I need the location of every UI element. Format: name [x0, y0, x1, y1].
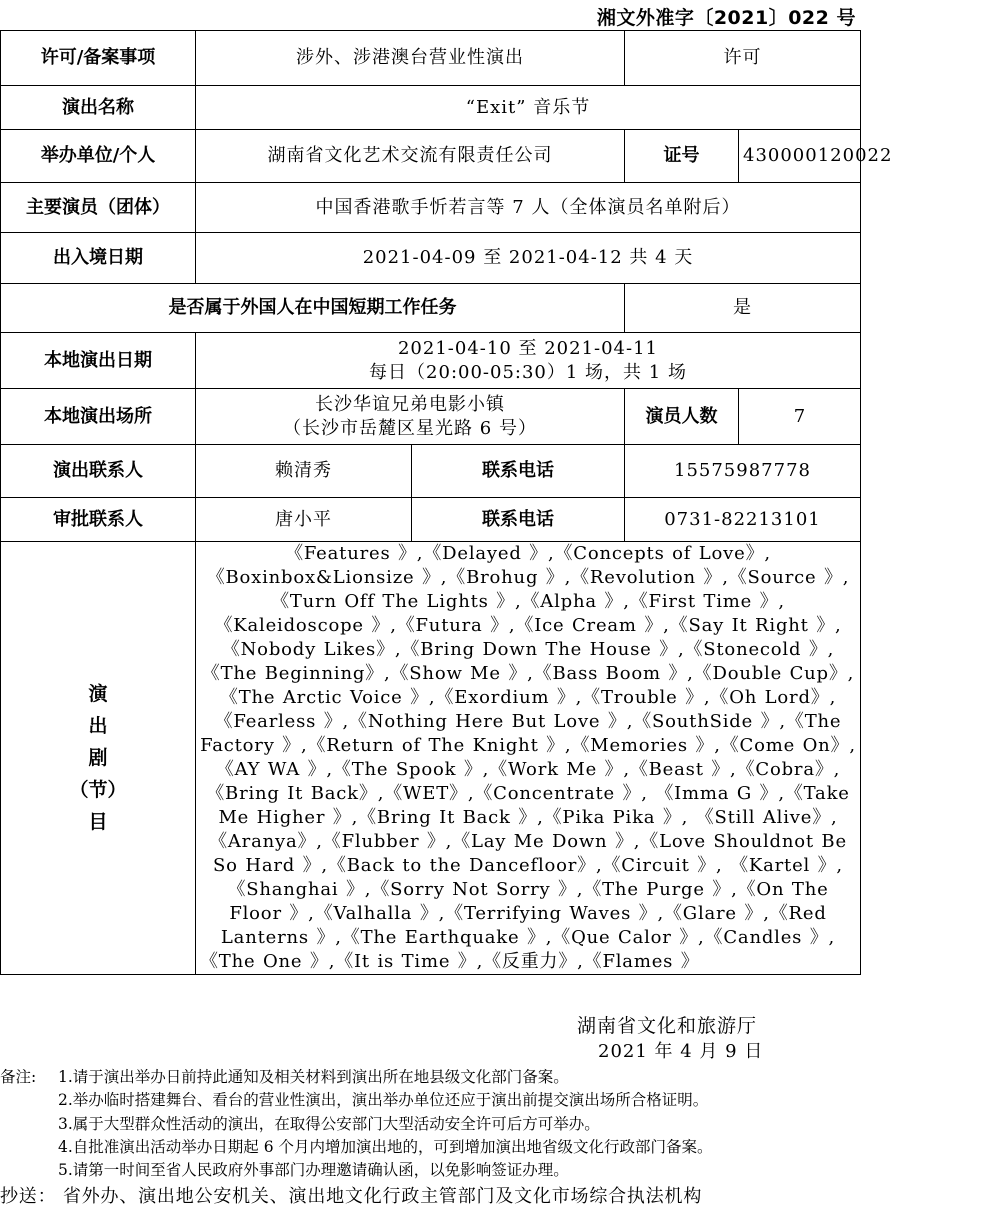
- performers-label: 主要演员（团体）: [1, 183, 196, 233]
- venue-label: 本地演出场所: [1, 389, 196, 445]
- cert-label: 证号: [625, 130, 739, 183]
- performer-count-value: 7: [739, 389, 861, 445]
- short-term-value: 是: [625, 284, 861, 333]
- note-item: 4.自批准演出活动举办日期起 6 个月内增加演出地的，可到增加演出地省级文化行政部门备案。: [58, 1137, 713, 1156]
- local-dates-line2: 每日（20:00-05:30）1 场，共 1 场: [369, 361, 687, 383]
- entry-exit-value: 2021-04-09 至 2021-04-12 共 4 天: [196, 233, 861, 284]
- show-contact-name: 赖清秀: [196, 445, 412, 498]
- cc-line: 抄送： 省外办、演出地公安机关、演出地文化行政主管部门及文化市场综合执法机构: [0, 1186, 703, 1207]
- local-dates-label: 本地演出日期: [1, 333, 196, 389]
- show-name-label: 演出名称: [1, 86, 196, 130]
- note-item: 1.请于演出举办日前持此通知及相关材料到演出所在地县级文化部门备案。: [58, 1068, 569, 1086]
- notes-section: [0, 1066, 713, 1182]
- program-list: 《Features 》,《Delayed 》,《Concepts of Love》, 《Boxinbox&Lionsize 》,《Brohug 》,《Revolution 》,《Source 》, 《Turn Off The Lights 》,《Alpha 》,《First Time 》, 《Kaleidoscope 》,《Futura 》,《Ice Cream 》,《Say It Right 》, 《Nobody Likes》,《Bring Down The House 》,《Stonecold 》,《The Beginning》,《Show Me 》,《Bass Boom 》,《Double Cup》,《The Arctic Voice 》,《Exordium 》,《Trouble 》,《Oh Lord》,《Fearless 》,《Nothing Here But Love 》,《SouthSide 》,《The Factory 》,《Return of The Knight 》,《Memories 》,《Come On》,《AY WA 》,《The Spook 》,《Work Me 》,《Beast 》,《Cobra》,《Bring It Back》,《WET》,《Concentrate 》, 《Imma G 》,《Take Me Higher 》,《Bring It Back 》,《Pika Pika 》, 《Still Alive》,《Aranya》,《Flubber 》,《Lay Me Down 》,《Love Shouldnot Be So Hard 》,《Back to the Dancefloor》,《Circuit 》, 《Kartel 》,《Shanghai 》,《Sorry Not Sorry 》,《The Purge 》,《On The Floor 》,《Valhalla 》,《Terrifying Waves 》,《Glare 》,《Red Lanterns 》,《The Earthquake 》,《Que Calor 》,《Candles 》,《The One 》,《It is Time 》,《反重力》,《Flames 》: [196, 542, 861, 975]
- note-item: 2.举办临时搭建舞台、看台的营业性演出，演出举办单位还应于演出前提交演出场所合格证明。: [58, 1091, 709, 1110]
- local-dates-line1: 2021-04-10 至 2021-04-11: [397, 337, 658, 359]
- note-item: 3.属于大型群众性活动的演出，在取得公安部门大型活动安全许可后方可举办。: [58, 1114, 600, 1133]
- approval-contact-label: 审批联系人: [1, 498, 196, 542]
- show-phone-value: 15575987778: [625, 445, 861, 498]
- issuer-name: 湖南省文化和旅游厅: [577, 1015, 758, 1037]
- local-dates-value: [196, 333, 861, 389]
- cert-value: 430000120022: [739, 130, 861, 183]
- program-label-char: 剧: [88, 747, 108, 769]
- organizer-label: 举办单位/个人: [1, 130, 196, 183]
- performer-count-label: 演员人数: [625, 389, 739, 445]
- venue-line2: （长沙市岳麓区星光路 6 号）: [283, 417, 537, 439]
- issue-date: 2021 年 4 月 9 日: [598, 1041, 764, 1062]
- show-contact-label: 演出联系人: [1, 445, 196, 498]
- document-number: 湘文外准字〔2021〕022 号: [596, 7, 856, 29]
- performers-value: 中国香港歌手忻若言等 7 人（全体演员名单附后）: [196, 183, 861, 233]
- approval-phone-label: 联系电话: [412, 498, 625, 542]
- program-label: [1, 542, 196, 975]
- venue-value: [196, 389, 625, 445]
- approval-contact-name: 唐小平: [196, 498, 412, 542]
- program-label-char: 目: [88, 811, 108, 833]
- license-item-value: 涉外、涉港澳台营业性演出: [196, 31, 625, 86]
- permit-table: [0, 30, 893, 975]
- note-item: 5.请第一时间至省人民政府外事部门办理邀请确认函，以免影响签证办理。: [58, 1161, 569, 1180]
- program-label-char: 出: [88, 715, 108, 737]
- show-name-value: “Exit” 音乐节: [196, 86, 861, 130]
- license-item-label: 许可/备案事项: [1, 31, 196, 86]
- entry-exit-label: 出入境日期: [1, 233, 196, 284]
- organizer-value: 湖南省文化艺术交流有限责任公司: [196, 130, 625, 183]
- program-label-char: （节）: [69, 779, 127, 801]
- venue-line1: 长沙华谊兄弟电影小镇: [315, 393, 505, 415]
- program-label-char: 演: [88, 683, 108, 705]
- short-term-label: 是否属于外国人在中国短期工作任务: [1, 284, 625, 333]
- approval-phone-value: 0731-82213101: [625, 498, 861, 542]
- notes-label: 备注:: [0, 1068, 37, 1086]
- license-type-value: 许可: [625, 31, 861, 86]
- show-phone-label: 联系电话: [412, 445, 625, 498]
